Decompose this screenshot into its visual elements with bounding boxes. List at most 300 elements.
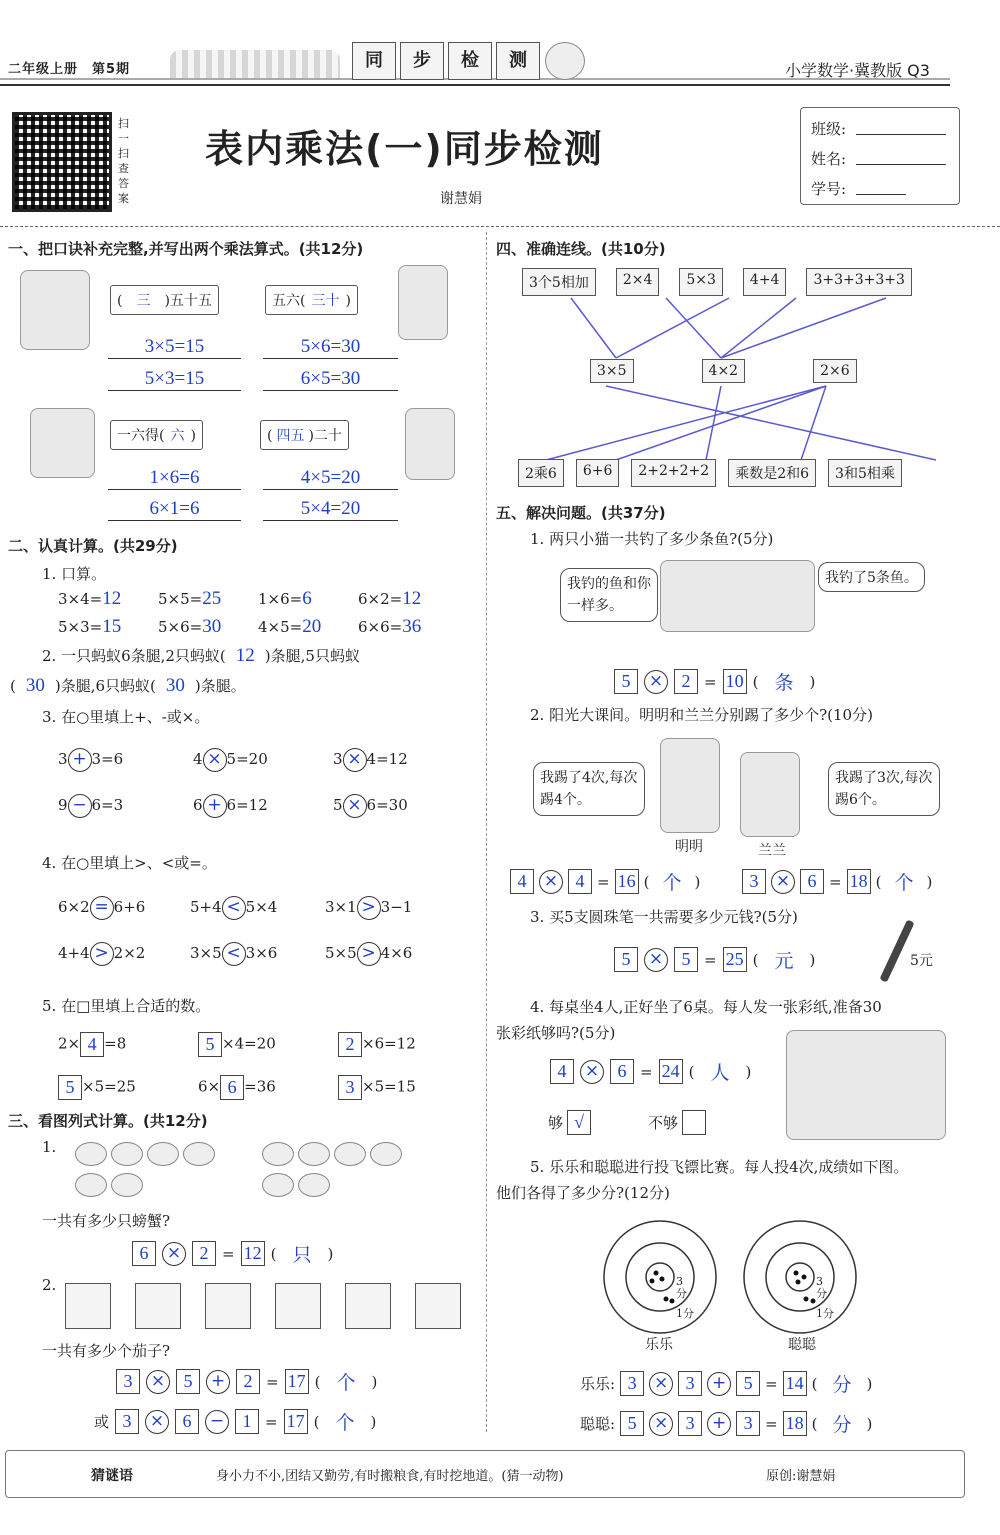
answer-box[interactable]: 5 [614, 669, 638, 694]
ops-item [333, 794, 468, 818]
player-label: 乐乐: [580, 1375, 616, 1393]
oral-item [58, 616, 158, 638]
fill-item [338, 1032, 468, 1057]
match-item[interactable]: 5×3 [679, 268, 723, 296]
operator-circle[interactable]: + [206, 1370, 230, 1394]
operator-circle[interactable]: × [539, 870, 563, 894]
answer-box[interactable]: 5 [674, 947, 698, 972]
unit-answer: 分 [832, 1415, 852, 1436]
enough-label: 够 [548, 1114, 564, 1132]
equation-2a: 5×6=30 [263, 336, 398, 359]
cmp-right: 3−1 [380, 898, 413, 916]
equals-sign: = [829, 872, 842, 891]
fill-right: ×4=20 [222, 1034, 276, 1053]
ops-right: 4=12 [366, 750, 408, 768]
speech-bubble: 我踢了3次,每次踢6个。 [828, 762, 940, 816]
answer-box[interactable]: 5 [614, 947, 638, 972]
ops-right: 6=30 [366, 796, 408, 814]
cmp-left: 4+4 [58, 944, 90, 962]
ops-item [58, 748, 193, 772]
operator-circle[interactable]: × [146, 1370, 170, 1394]
equals-sign: = [765, 1414, 778, 1433]
q5-line: 5. 乐乐和聪聪进行投飞镖比赛。每人投4次,成绩如下图。 [530, 1158, 909, 1176]
enough-checkbox[interactable]: √ [567, 1110, 591, 1135]
problem-number: 2. [42, 1276, 57, 1294]
table-party-illustration [786, 1030, 946, 1140]
rhyme-post: )五十五 [164, 293, 212, 309]
oral-answer: 12 [102, 588, 122, 609]
eggplant-tile [205, 1283, 251, 1329]
fill-title: 5. 在□里填上合适的数。 [42, 997, 211, 1015]
fill-item [198, 1075, 338, 1100]
oral-answer: 15 [102, 616, 122, 637]
match-bottom-row [518, 459, 902, 487]
unit-answer: 个 [335, 1413, 355, 1434]
qr-code-icon [12, 112, 112, 212]
operator-circle[interactable]: + [707, 1412, 731, 1436]
crab-icon [111, 1142, 143, 1166]
answer-box[interactable]: 3 [736, 1411, 760, 1436]
squirrel-illustration [20, 270, 90, 350]
eggplant-tile [415, 1283, 461, 1329]
fill-right: =36 [244, 1077, 276, 1096]
header-stamp [352, 42, 540, 80]
crab-icon [147, 1142, 179, 1166]
compare-item [58, 896, 190, 920]
oral-expr: 6×2= [358, 590, 403, 608]
unit-paren: ) [866, 1414, 873, 1433]
crab-icon [298, 1142, 330, 1166]
eggplant-tile [65, 1283, 111, 1329]
cmp-right: 4×6 [380, 944, 413, 962]
speech-bubble: 我踢了4次,每次踢4个。 [533, 762, 645, 816]
crab-group-2 [262, 1142, 412, 1200]
fishing-cats-illustration [660, 560, 815, 632]
answer-box[interactable]: 2 [674, 669, 698, 694]
crab-icon [370, 1142, 402, 1166]
oral-expr: 5×5= [158, 590, 203, 608]
child-name: 明明 [675, 839, 703, 855]
unit-paren: ( [752, 950, 759, 969]
rhyme-answer: 六 [170, 428, 185, 444]
fill-box[interactable]: 3 [338, 1075, 362, 1100]
credit: 原创:谢慧娟 [766, 1469, 836, 1484]
answer-box[interactable]: 3 [116, 1369, 140, 1394]
match-item[interactable]: 3+3+3+3+3 [806, 268, 911, 296]
oral-expr: 3×4= [58, 590, 103, 608]
answer-box[interactable]: 4 [568, 869, 592, 894]
ops-left: 3 [58, 750, 68, 768]
ops-right: 5=20 [226, 750, 268, 768]
compare-circle[interactable]: > [357, 896, 381, 920]
enough-option [548, 1110, 591, 1135]
fill-left: 6× [198, 1077, 221, 1096]
score-label: 3分 [816, 1275, 827, 1300]
eggplant-answer-1 [116, 1368, 377, 1395]
crab-icon [298, 1173, 330, 1197]
class-label: 班级: [811, 120, 847, 138]
unit-answer: 元 [774, 951, 794, 972]
crab-icon [262, 1173, 294, 1197]
unit-paren: ) [327, 1244, 334, 1263]
cmp-left: 5×5 [325, 944, 357, 962]
unit-paren: ) [809, 672, 816, 691]
crab-icon [75, 1173, 107, 1197]
author: 谢慧娟 [440, 191, 482, 207]
page-header [0, 38, 1000, 98]
eggplant-answer-2 [94, 1408, 376, 1435]
rhyme-pre: 一六得( [117, 428, 165, 444]
section-5-heading: 五、解决问题。(共37分) [496, 504, 666, 522]
fill-grid [58, 1032, 468, 1100]
cmp-right: 3×6 [245, 944, 278, 962]
unit-paren: ( [811, 1374, 818, 1393]
operator-circle[interactable]: × [580, 1060, 604, 1084]
lele-answer [580, 1370, 872, 1397]
answer-box[interactable]: 3 [678, 1411, 702, 1436]
operator-circle[interactable]: × [771, 870, 795, 894]
oral-answer: 6 [302, 588, 312, 609]
oral-answer: 20 [302, 616, 322, 637]
q4-answer [550, 1058, 751, 1085]
cmp-left: 5+4 [190, 898, 222, 916]
unit-paren: ) [866, 1374, 873, 1393]
match-item[interactable]: 3和5相乘 [828, 459, 902, 487]
match-top-row [522, 268, 912, 296]
eggplant-question: 一共有多少个茄子? [42, 1342, 171, 1360]
operator-circle[interactable]: × [644, 670, 668, 694]
divider-line [0, 226, 1000, 227]
equals-sign: = [765, 1374, 778, 1393]
rhyme-post: ) [345, 293, 351, 309]
riddle-text: 身小力不小,团结又勤劳,有时搬粮食,有时挖地道。(猜一动物) [216, 1469, 564, 1484]
skyline-decoration [170, 50, 340, 78]
speech-bubble: 我钓的鱼和你一样多。 [560, 568, 658, 622]
q2-text: 2. 阳光大课间。明明和兰兰分别踢了多少个?(10分) [530, 706, 873, 724]
eggplant-tile [135, 1283, 181, 1329]
id-field[interactable] [856, 194, 906, 195]
equals-sign: = [265, 1412, 278, 1431]
page-title: 表内乘法(一)同步检测 [205, 127, 604, 171]
fill-item [58, 1032, 198, 1057]
unit-paren: ( [688, 1062, 695, 1081]
fill-box[interactable]: 6 [220, 1075, 244, 1100]
match-item[interactable]: 3×5 [590, 359, 634, 383]
equation-3b: 6×1=6 [108, 498, 241, 521]
compare-item [325, 896, 465, 920]
compare-circle[interactable]: > [357, 942, 381, 966]
id-label: 学号: [811, 180, 847, 198]
unit-answer: 个 [662, 873, 682, 894]
ops-left: 5 [333, 796, 343, 814]
unit-answer: 个 [336, 1373, 356, 1394]
score-label: 3分 [676, 1275, 687, 1300]
pen-price: 5元 [910, 953, 933, 969]
unit-answer: 分 [832, 1375, 852, 1396]
riddle-label: 猜谜语 [91, 1468, 133, 1484]
unit-paren: ) [745, 1062, 752, 1081]
score-label: 1分 [816, 1307, 834, 1320]
q3-text: 3. 买5支圆珠笔一共需要多少元钱?(5分) [530, 908, 798, 926]
unit-paren: ( [270, 1244, 277, 1263]
operator-circle[interactable]: + [68, 748, 92, 772]
q3-answer [614, 946, 815, 973]
mickey-illustration [405, 408, 455, 480]
answer-box[interactable]: 5 [176, 1369, 200, 1394]
crab-icon [334, 1142, 366, 1166]
fill-box[interactable]: 4 [80, 1032, 104, 1057]
section-3-heading: 三、看图列式计算。(共12分) [8, 1112, 208, 1130]
cmp-left: 6×2 [58, 898, 90, 916]
ops-item [333, 748, 468, 772]
answer-box[interactable]: 2 [192, 1241, 216, 1266]
equation-1b: 5×3=15 [108, 368, 241, 391]
rhyme-box-2 [265, 285, 358, 315]
match-item[interactable]: 乘数是2和6 [728, 459, 816, 487]
crab-icon [111, 1173, 143, 1197]
subject-label: 小学数学·冀教版 Q3 [785, 61, 930, 80]
answer-box[interactable]: 4 [510, 869, 534, 894]
compare-circle[interactable]: < [222, 896, 246, 920]
answer-box[interactable]: 24 [659, 1059, 683, 1084]
rhyme-box-3 [110, 420, 203, 450]
ops-right: 6=12 [226, 796, 268, 814]
unit-paren: ) [809, 950, 816, 969]
answer-box[interactable]: 6 [175, 1409, 199, 1434]
operator-circle[interactable]: × [203, 748, 227, 772]
oral-expr: 5×3= [58, 618, 103, 636]
boy-kicking-illustration [660, 738, 720, 833]
player-name: 乐乐 [645, 1337, 673, 1353]
answer-box[interactable]: 4 [550, 1059, 574, 1084]
ant-question [10, 641, 482, 701]
child-name: 兰兰 [758, 843, 786, 859]
answer-box[interactable]: 17 [284, 1409, 308, 1434]
match-item[interactable]: 2乘6 [518, 459, 564, 487]
answer-box[interactable]: 3 [678, 1371, 702, 1396]
fill-right: =8 [104, 1034, 127, 1053]
oral-expr: 6×6= [358, 618, 403, 636]
q2-answer-mingming [510, 868, 700, 895]
unit-answer: 条 [774, 673, 794, 694]
stamp-char: 步 [400, 42, 444, 80]
equals-sign: = [704, 672, 717, 691]
stamp-char: 检 [448, 42, 492, 80]
answer-box[interactable]: 6 [800, 869, 824, 894]
eggplant-tile [275, 1283, 321, 1329]
rhyme-box-4 [260, 420, 349, 450]
section-2-heading: 二、认真计算。(共29分) [8, 537, 178, 555]
ops-left: 4 [193, 750, 203, 768]
unit-paren: ( [313, 1412, 320, 1431]
answer-box[interactable]: 18 [783, 1411, 807, 1436]
section-1-heading: 一、把口诀补充完整,并写出两个乘法算式。(共12分) [8, 240, 364, 258]
fill-box[interactable]: 2 [338, 1032, 362, 1057]
unit-paren: ) [694, 872, 701, 891]
answer-box[interactable]: 14 [783, 1371, 807, 1396]
name-field[interactable] [856, 164, 946, 165]
answer-box[interactable]: 6 [132, 1241, 156, 1266]
cmp-right: 2×2 [113, 944, 146, 962]
column-divider [486, 232, 487, 1432]
or-label: 或 [94, 1413, 110, 1431]
unit-answer: 个 [894, 873, 914, 894]
crab-icon [183, 1142, 215, 1166]
match-item[interactable]: 4+4 [743, 268, 787, 296]
eggplant-tile [345, 1283, 391, 1329]
rhyme-post: ) [190, 428, 196, 444]
compare-item [190, 942, 325, 966]
compare-circle[interactable]: > [90, 942, 114, 966]
rhyme-pre: 五六( [272, 293, 306, 309]
ant-answer: 12 [235, 645, 255, 666]
answer-box[interactable]: 5 [736, 1371, 760, 1396]
unit-paren: ) [370, 1412, 377, 1431]
equals-sign: = [640, 1062, 653, 1081]
oral-expr: 4×5= [258, 618, 303, 636]
crab-answer [132, 1240, 333, 1267]
score-label: 1分 [676, 1307, 694, 1320]
oral-item [258, 616, 358, 638]
compare-title: 4. 在○里填上>、<或=。 [42, 854, 217, 872]
issue-label: 二年级上册 第5期 [8, 62, 131, 77]
section-4-heading: 四、准确连线。(共10分) [496, 240, 666, 258]
not-enough-checkbox[interactable] [682, 1110, 706, 1135]
rhyme-post: )二十 [308, 428, 342, 444]
match-item[interactable]: 2+2+2+2 [631, 459, 716, 487]
operator-circle[interactable]: + [203, 794, 227, 818]
monkey-illustration [30, 408, 95, 478]
crab-question: 一共有多少只螃蟹? [42, 1212, 171, 1230]
equals-sign: = [597, 872, 610, 891]
player-label: 聪聪: [580, 1415, 616, 1433]
match-item[interactable]: 6+6 [576, 459, 620, 487]
oral-item [358, 588, 458, 610]
q1-answer [614, 668, 815, 695]
crab-icon [75, 1142, 107, 1166]
student-info-box [800, 107, 960, 205]
equation-2b: 6×5=30 [263, 368, 398, 391]
oral-item [258, 588, 358, 610]
compare-item [58, 942, 190, 966]
match-item[interactable]: 4×2 [702, 359, 746, 383]
equation-4a: 4×5=20 [263, 467, 398, 490]
q4-line: 4. 每桌坐4人,正好坐了6桌。每人发一张彩纸,准备30 [530, 998, 882, 1016]
answer-box[interactable]: 5 [620, 1411, 644, 1436]
mascot-icon [545, 42, 585, 80]
speech-bubble: 我钓了5条鱼。 [818, 562, 925, 592]
problem-number: 1. [42, 1138, 57, 1156]
cmp-right: 5×4 [245, 898, 278, 916]
operator-circle[interactable]: × [145, 1410, 169, 1434]
operator-circle[interactable]: × [343, 794, 367, 818]
fill-item [198, 1032, 338, 1057]
class-field[interactable] [856, 134, 946, 135]
not-enough-label: 不够 [648, 1114, 679, 1132]
rhyme-answer: 三十 [311, 293, 340, 309]
q4-line: 张彩纸够吗?(5分) [496, 1024, 616, 1042]
qr-label: 扫一扫 查答案 [118, 117, 129, 205]
answer-box[interactable]: 6 [610, 1059, 634, 1084]
operator-circle[interactable]: × [644, 948, 668, 972]
fill-box[interactable]: 5 [58, 1075, 82, 1100]
unit-paren: ( [875, 872, 882, 891]
cmp-right: 6+6 [113, 898, 146, 916]
equation-4b: 5×4=20 [263, 498, 398, 521]
unit-answer: 人 [710, 1063, 730, 1084]
answer-box[interactable]: 3 [115, 1409, 139, 1434]
answer-box[interactable]: 3 [742, 869, 766, 894]
fill-right: ×6=12 [362, 1034, 416, 1053]
operator-circle[interactable]: × [343, 748, 367, 772]
answer-box[interactable]: 25 [723, 947, 747, 972]
compare-circle[interactable]: = [90, 896, 114, 920]
eggplant-tiles [65, 1283, 485, 1329]
ops-item [193, 794, 333, 818]
fill-item [58, 1075, 198, 1100]
compare-circle[interactable]: < [222, 942, 246, 966]
oral-expr: 1×6= [258, 590, 303, 608]
operator-circle[interactable]: − [205, 1410, 229, 1434]
answer-box[interactable]: 2 [236, 1369, 260, 1394]
answer-box[interactable]: 10 [723, 669, 747, 694]
ops-left: 6 [193, 796, 203, 814]
girl-kicking-illustration [740, 752, 800, 837]
rhyme-answer: 四五 [276, 428, 305, 444]
answer-box[interactable]: 1 [235, 1409, 259, 1434]
ant-text: )条腿。 [194, 677, 246, 695]
operator-circle[interactable]: + [707, 1372, 731, 1396]
operator-circle[interactable]: × [649, 1372, 673, 1396]
match-item[interactable]: 2×4 [616, 268, 660, 296]
answer-box[interactable]: 18 [847, 869, 871, 894]
crab-icon [262, 1142, 294, 1166]
footer-bar [5, 1450, 965, 1498]
answer-box[interactable]: 16 [615, 869, 639, 894]
fill-box[interactable]: 5 [198, 1032, 222, 1057]
q5-text [496, 1154, 974, 1206]
answer-box[interactable]: 3 [620, 1371, 644, 1396]
ant-answer: 30 [25, 675, 45, 696]
ant-text: )条腿,6只蚂蚁( [54, 677, 156, 695]
fill-left: 2× [58, 1034, 81, 1053]
oral-grid [58, 588, 458, 638]
match-item[interactable]: 3个5相加 [522, 268, 596, 296]
operator-circle[interactable]: × [162, 1242, 186, 1266]
tiger-illustration [398, 265, 448, 340]
answer-box[interactable]: 12 [241, 1241, 265, 1266]
equation-1a: 3×5=15 [108, 336, 241, 359]
ops-right: 6=3 [91, 796, 124, 814]
oral-answer: 25 [202, 588, 222, 609]
ant-answer: 30 [165, 675, 185, 696]
equals-sign: = [266, 1372, 279, 1391]
equals-sign: = [704, 950, 717, 969]
oral-title: 1. 口算。 [42, 565, 107, 583]
rhyme-box-1 [110, 285, 219, 315]
equals-sign: = [222, 1244, 235, 1263]
unit-paren: ( [643, 872, 650, 891]
compare-grid [58, 896, 468, 966]
operator-circle[interactable]: − [68, 794, 92, 818]
ant-text: 2. 一只蚂蚁6条腿,2只蚂蚁( [42, 647, 226, 665]
rhyme-pre: ( [117, 293, 123, 309]
q1-text: 1. 两只小猫一共钓了多少条鱼?(5分) [530, 530, 774, 548]
match-item[interactable]: 2×6 [813, 359, 857, 383]
cmp-left: 3×1 [325, 898, 357, 916]
answer-box[interactable]: 17 [285, 1369, 309, 1394]
operator-circle[interactable]: × [649, 1412, 673, 1436]
